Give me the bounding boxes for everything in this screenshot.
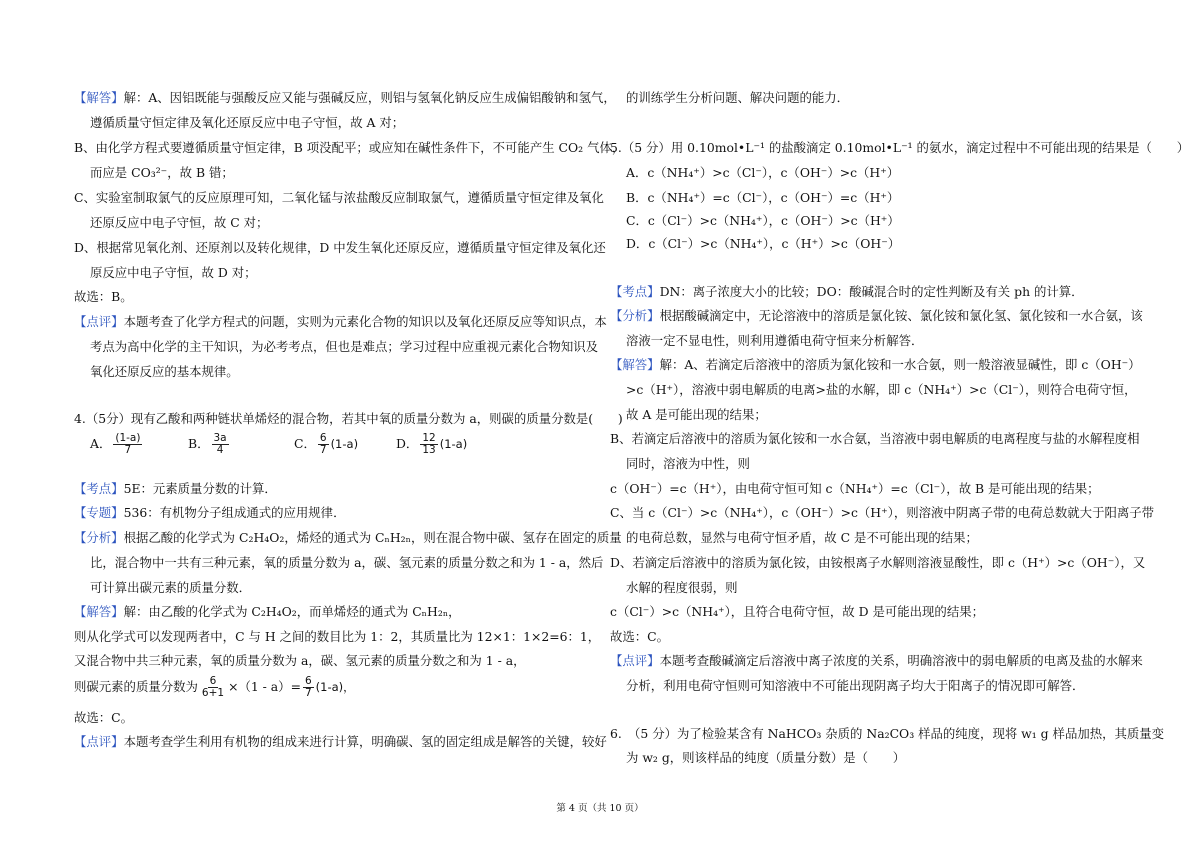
answer-line: 同时，溶液为中性，则 [626,456,750,471]
analysis-line: 溶液一定不显电性，则利用遵循电荷守恒来分析解答． [626,333,924,348]
option-a: A． $\frac{(1-a)}{7}$ [90,432,141,456]
comment-line: 氧化还原反应的基本规律。 [90,364,239,379]
answer-line: 还原反应中电子守恒，故 C 对； [90,215,269,230]
option-b: B．c（NH₄⁺）=c（Cl⁻），c（OH⁻）=c（H⁺） [626,190,900,205]
answer-line: 【解答】解：A、若滴定后溶液中的溶质为氯化铵和一水合氨，则一般溶液显碱性，即 c（OH⁻） [610,357,1141,372]
fraction: $\frac{6}{6+1}$ [201,675,225,699]
answer-formula-line: 则碳元素的质量分数为 $\frac{6}{6+1}$ ×（1 - a）= $\frac{6}{7}$ (1-a)， [74,675,355,699]
choice-line: 故选：C。 [74,710,134,725]
option-d: D．c（Cl⁻）>c（NH₄⁺），c（H⁺）>c（OH⁻） [626,236,901,251]
answer-line: 则从化学式可以发现两者中，C 与 H 之间的数目比为 1：2，其质量比为 12×1：1×2=6：1， [74,629,601,644]
answer-line: 原反应中电子守恒，故 D 对； [90,265,257,280]
answer-line: D、若滴定后溶液中的溶质为氯化铵，由铵根离子水解则溶液显酸性，即 c（H⁺）>c（OH⁻），又 [610,555,1146,570]
fraction: $\frac{12}{13}$ [422,432,436,456]
answer-line: 而应是 CO₃²⁻，故 B 错； [90,165,234,180]
comment-line: 考点为高中化学的主干知识，为必考考点，但也是难点；学习过程中应重视元素化合物知识及 [90,339,599,354]
comment-line: 【点评】本题考查学生利用有机物的组成来进行计算，明确碳、氢的固定组成是解答的关键，较好 [74,734,607,749]
answer-line: 的电荷总数，显然与电荷守恒矛盾，故 C 是不可能出现的结果； [626,530,978,545]
question-5-stem: 5.（5 分）用 0.10mol•L⁻¹ 的盐酸滴定 0.10mol•L⁻¹ 的氨水，滴定过程中不可能出现的结果是（ ） [610,140,1190,155]
option-c: C． $\frac{6}{7}$ (1-a) [294,432,359,456]
fraction: $\frac{6}{7}$ [319,432,327,456]
analysis-line: 可计算出碳元素的质量分数． [90,580,252,595]
answer-line: B、若滴定后溶液中的溶质为氯化铵和一水合氨，当溶液中弱电解质的电离程度与盐的水解程度相 [610,431,1140,446]
answer-line: 又混合物中共三种元素，氧的质量分数为 a，碳、氢元素的质量分数之和为 1 - a， [74,653,526,668]
option-c: C．c（Cl⁻）>c（NH₄⁺），c（OH⁻）>c（H⁺） [626,213,900,228]
question-6-stem: 6. （5 分）为了检验某含有 NaHCO₃ 杂质的 Na₂CO₃ 样品的纯度，现将 w₁ g 样品加热，其质量变 [610,726,1165,741]
answer-tag: 【解答】 [74,604,124,619]
option-a: A．c（NH₄⁺）>c（Cl⁻），c（OH⁻）>c（H⁺） [626,165,900,180]
knowledge-tag: 【考点】 [74,481,124,496]
comment-tag: 【点评】 [74,734,124,749]
fraction: $\frac{3a}{4}$ [213,432,227,456]
answer-line: 【解答】解：A、因铝既能与强酸反应又能与强碱反应，则铝与氢氧化钠反应生成偏铝酸钠和氢气， [74,90,616,105]
analysis-tag: 【分析】 [610,308,660,323]
question-6-stem: 为 w₂ g，则该样品的纯度（质量分数）是（ ） [626,750,906,765]
answer-line: >c（H⁺），溶液中弱电解质的电离>盐的水解，即 c（NH₄⁺）>c（Cl⁻），则符合电荷守恒， [626,382,1137,397]
choice-line: 故选：B。 [74,289,133,304]
topic-line: 【专题】536：有机物分子组成通式的应用规律． [74,505,346,520]
comment-line: 【点评】本题考查了化学方程式的问题，实则为元素化合物的知识以及氧化还原反应等知识点，本 [74,314,607,329]
knowledge-tag: 【考点】 [610,284,660,299]
knowledge-point-line: 【考点】5E：元素质量分数的计算． [74,481,277,496]
analysis-tag: 【分析】 [74,530,124,545]
answer-line: 【解答】解：由乙酸的化学式为 C₂H₄O₂，而单烯烃的通式为 CₙH₂ₙ， [74,604,461,619]
option-b: B． $\frac{3a}{4}$ [188,432,227,456]
analysis-line: 比，混合物中一共有三种元素，氧的质量分数为 a，碳、氢元素的质量分数之和为 1 - a，然后 [90,555,604,570]
answer-line: c（Cl⁻）>c（NH₄⁺），且符合电荷守恒，故 D 是可能出现的结果； [610,604,984,619]
option-d: D． $\frac{12}{13}$ (1-a) [396,432,468,456]
comment-tag: 【点评】 [610,653,660,668]
fraction: $\frac{(1-a)}{7}$ [115,432,141,456]
answer-line: B、由化学方程式要遵循质量守恒定律，B 项没配平；或应知在碱性条件下，不可能产生 CO₂ 气体， [74,140,625,155]
topic-tag: 【专题】 [74,505,124,520]
comment-line: 分析，利用电荷守恒则可知溶液中不可能出现阴离子均大于阳离子的情况即可解答． [626,678,1085,693]
answer-line: 水解的程度很弱，则 [626,580,738,595]
question-4-stem: 4.（5分）现有乙酸和两种链状单烯烃的混合物，若其中氧的质量分数为 a，则碳的质量分数是( ) [74,411,623,426]
answer-tag: 【解答】 [74,90,124,105]
analysis-line: 【分析】根据乙酸的化学式为 C₂H₄O₂，烯烃的通式为 CₙH₂ₙ，则在混合物中碳、氢存在固定的质量 [74,530,622,545]
page-footer: 第 4 页（共 10 页） [556,803,644,814]
answer-line: C、当 c（Cl⁻）>c（NH₄⁺），c（OH⁻）>c（H⁺），则溶液中阴离子带的电荷总数就大于阳离子带 [610,505,1155,520]
answer-line: 故 A 是可能出现的结果； [626,407,767,422]
fraction: $\frac{6}{7}$ [304,675,312,699]
answer-line: c（OH⁻）=c（H⁺），由电荷守恒可知 c（NH₄⁺）=c（Cl⁻），故 B 是可能出现的结果； [610,481,1100,496]
comment-tag: 【点评】 [74,314,124,329]
question-4-options [74,429,600,459]
answer-line: C、实验室制取氯气的反应原理可知，二氧化锰与浓盐酸反应制取氯气，遵循质量守恒定律及氧化 [74,190,604,205]
knowledge-point-line: 【考点】DN：离子浓度大小的比较；DO：酸碱混合时的定性判断及有关 ph 的计算． [610,284,1084,299]
choice-line: 故选：C。 [610,629,670,644]
answer-line: 遵循质量守恒定律及氧化还原反应中电子守恒，故 A 对； [90,115,405,130]
comment-line: 【点评】本题考查酸碱滴定后溶液中离子浓度的关系，明确溶液中的弱电解质的电离及盐的水解来 [610,653,1143,668]
analysis-line: 【分析】根据酸碱滴定中，无论溶液中的溶质是氯化铵、氯化铵和氯化氢、氯化铵和一水合氨，该 [610,308,1143,323]
answer-tag: 【解答】 [610,357,660,372]
comment-line: 的训练学生分析问题、解决问题的能力． [626,90,850,105]
answer-line: D、根据常见氧化剂、还原剂以及转化规律，D 中发生氧化还原反应，遵循质量守恒定律及氧化还 [74,240,606,255]
